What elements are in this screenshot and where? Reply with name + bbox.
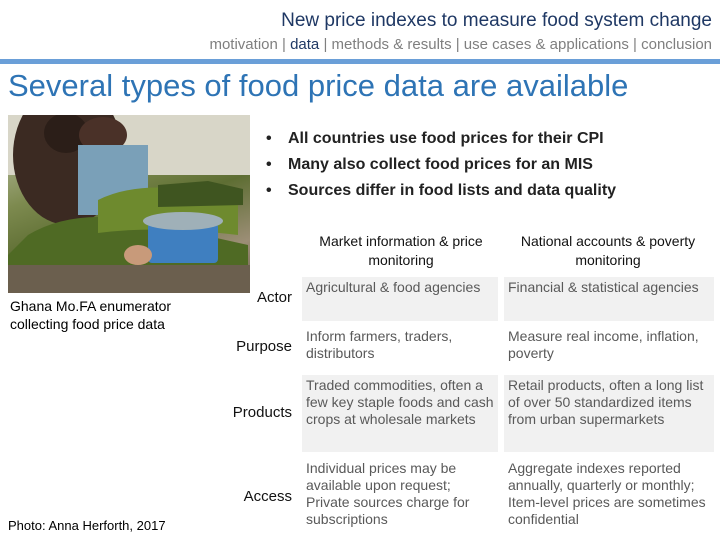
bullet-dot-icon: • <box>266 156 272 173</box>
bullet-text: Sources differ in food lists and data quality <box>288 182 617 199</box>
bullet-item <box>266 178 616 204</box>
photo-credit: Photo: Anna Herforth, 2017 <box>8 518 166 533</box>
cell-actor-national: Financial & statistical agencies <box>504 277 714 321</box>
row-label-purpose: Purpose <box>236 338 292 355</box>
cell-products-national: Retail products, often a long list of over 50 standardized items from urban supermarkets <box>504 375 714 452</box>
bullet-item <box>266 126 616 152</box>
bullet-list <box>266 126 616 204</box>
nav-active-data[interactable]: data <box>290 36 320 53</box>
row-label-access: Access <box>243 488 292 505</box>
header-title: New price indexes to measure food system change <box>281 10 712 31</box>
bullet-dot-icon: • <box>266 182 272 199</box>
header-divider <box>0 59 720 64</box>
cell-purpose-national: Measure real income, inflation, poverty <box>508 328 699 361</box>
market-photo-illustration <box>8 115 250 293</box>
slide-title: Several types of food price data are available <box>8 68 629 103</box>
cell-actor-market: Agricultural & food agencies <box>302 277 498 321</box>
bullet-text: Many also collect food prices for an MIS <box>288 156 593 173</box>
cell-purpose-market: Inform farmers, traders, distributors <box>306 328 453 361</box>
bullet-dot-icon: • <box>266 130 272 147</box>
column-header-national-accounts: National accounts & poverty monitoring <box>520 233 696 268</box>
nav-after[interactable]: | methods & results | use cases & applications | conclusion <box>319 36 712 53</box>
photo-caption: Ghana Mo.FA enumerator collecting food price data <box>10 298 172 332</box>
cell-access-market: Individual prices may be available upon request; Private sources charge for subscriptions <box>306 460 470 527</box>
row-label-actor: Actor <box>256 289 292 306</box>
bullet-item <box>266 152 616 178</box>
nav-before[interactable]: motivation | <box>209 36 291 53</box>
section-nav <box>209 36 712 53</box>
market-photo <box>8 115 250 293</box>
cell-products-market: Traded commodities, often a few key staple foods and cash crops at wholesale markets <box>302 375 498 452</box>
bullet-text: All countries use food prices for their CPI <box>288 130 604 147</box>
cell-access-national: Aggregate indexes reported annually, quarterly or monthly; Item-level prices are sometimes confidential <box>508 460 706 527</box>
row-label-products: Products <box>232 404 292 421</box>
column-header-market-info: Market information & price monitoring <box>319 233 483 268</box>
